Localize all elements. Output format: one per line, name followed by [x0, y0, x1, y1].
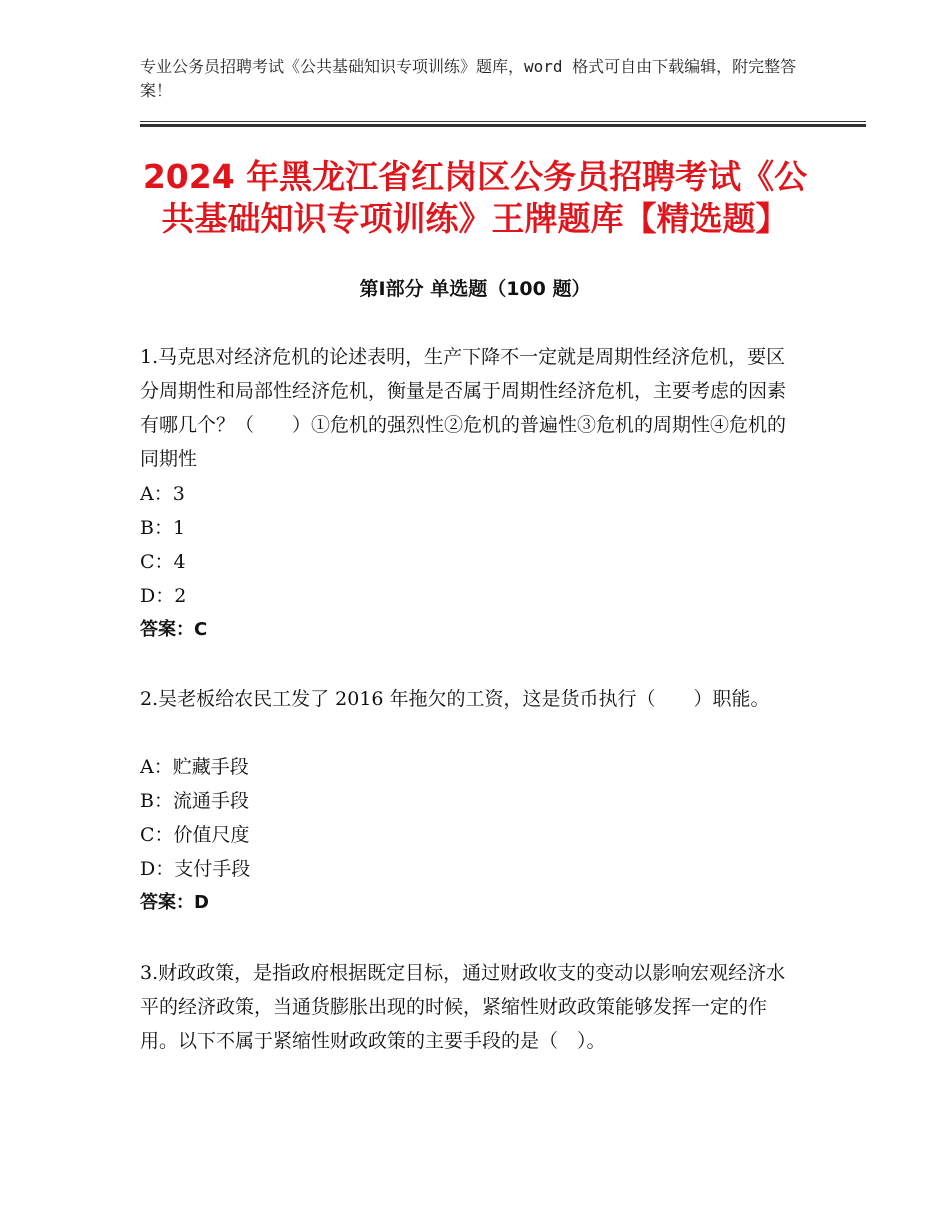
question-2-option-b: B：流通手段: [140, 790, 249, 812]
question-1-option-a: A：3: [140, 483, 185, 505]
section-heading: 第Ⅰ部分 单选题（100 题）: [359, 278, 591, 300]
question-3-text: 3.财政政策，是指政府根据既定目标，通过财政收支的变动以影响宏观经济水平的经济政策，当通货膨胀出现的时候，紧缩性财政政策能够发挥一定的作用。以下不属于紧缩性财政政策的主要手段的是（ ）。: [140, 962, 786, 1052]
header-divider: [140, 121, 866, 127]
question-2-answer: 答案：D: [140, 892, 209, 913]
header-note: 专业公务员招聘考试《公共基础知识专项训练》题库，word 格式可自由下载编辑，附完整答案！: [140, 57, 797, 100]
question-1-option-b: B：1: [140, 517, 186, 539]
question-1-answer: 答案：C: [140, 619, 208, 640]
question-2-option-c: C：价值尺度: [140, 824, 250, 846]
question-2-text: 2.吴老板给农民工发了 2016 年拖欠的工资，这是货币执行（ ）职能。: [140, 688, 770, 710]
question-1-option-d: D：2: [140, 585, 187, 607]
question-2-option-a: A：贮藏手段: [140, 756, 249, 778]
document-title: 2024 年黑龙江省红岗区公务员招聘考试《公共基础知识专项训练》王牌题库【精选题】: [142, 157, 808, 238]
question-1-option-c: C：4: [140, 551, 186, 573]
question-1-text: 1.马克思对经济危机的论述表明，生产下降不一定就是周期性经济危机，要区分周期性和局部性经济危机，衡量是否属于周期性经济危机，主要考虑的因素有哪几个？（ ）①危机的强烈性②危机的普遍性③危机的周期性④危机的同期性: [140, 346, 787, 470]
question-2-option-d: D：支付手段: [140, 858, 251, 880]
